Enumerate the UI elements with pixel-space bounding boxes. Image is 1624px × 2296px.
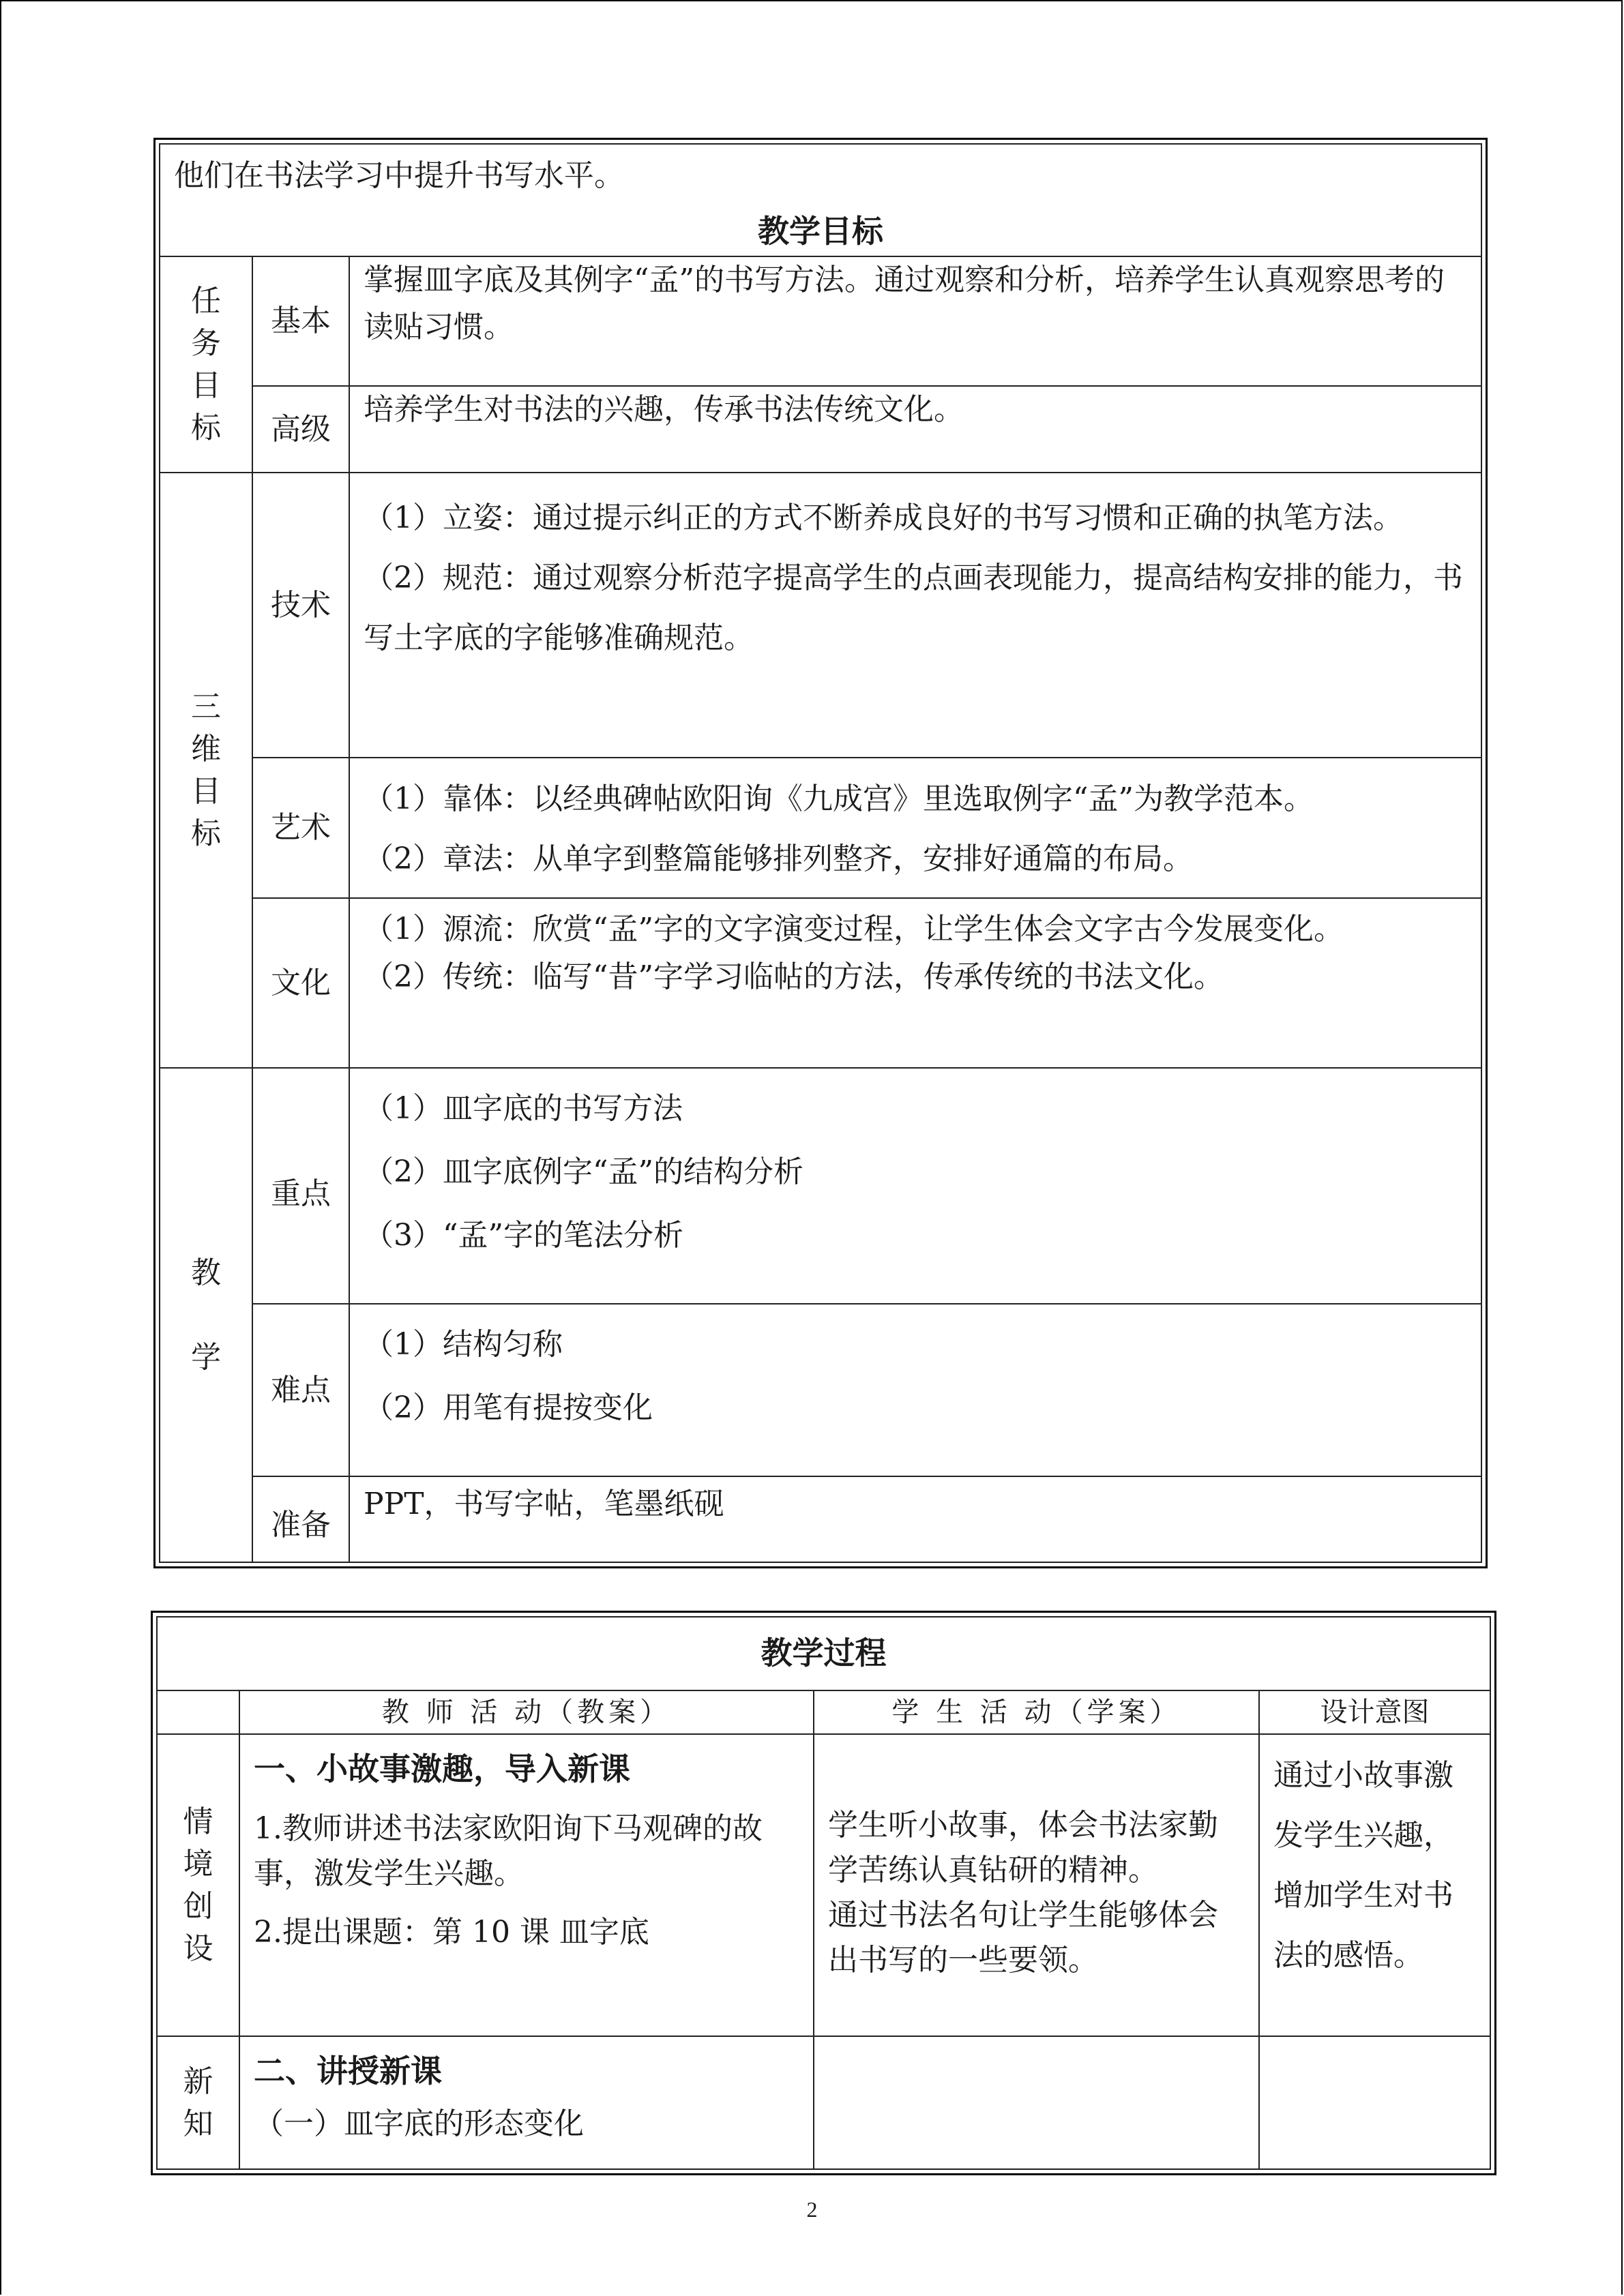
- preparation-text: PPT，书写字帖，笔墨纸砚: [349, 1476, 1481, 1562]
- difficulty: （1）结构匀称: [364, 1327, 563, 1362]
- teacher-line: 1.教师讲述书法家欧阳询下马观碑的故事，激发学生兴趣。: [254, 1811, 763, 1891]
- difficulty: （2）用笔有提按变化: [364, 1390, 653, 1426]
- teaching-goals-table: [159, 143, 1482, 1563]
- difficulties-label: 难点: [252, 1304, 349, 1476]
- art-line: （2）章法：从单字到整篇能够排列整齐，安排好通篇的布局。: [364, 841, 1193, 877]
- student-line: 通过书法名句让学生能够体会出书写的一些要领。: [828, 1898, 1218, 1978]
- col-intent-header: 设计意图: [1259, 1690, 1490, 1734]
- col-student-header: 学 生 活 动（学案）: [814, 1690, 1259, 1734]
- task-goals-label: 任 务 目 标: [160, 256, 252, 473]
- section-title: 一、小故事激趣，导入新课: [254, 1750, 630, 1787]
- design-intent-cell: [1259, 2036, 1490, 2169]
- teacher-activity-cell: [239, 1734, 814, 2036]
- difficulties-cell: [349, 1304, 1481, 1476]
- technique-cell: [349, 473, 1481, 758]
- stage-label-new-knowledge: 新 知: [157, 2036, 239, 2169]
- art-line: （1）靠体：以经典碑帖欧阳询《九成宫》里选取例字“孟”为教学范本。: [364, 781, 1314, 817]
- student-activity-cell: [814, 1734, 1259, 2036]
- technique-label: 技术: [252, 473, 349, 758]
- basic-text: 掌握皿字底及其例字“孟”的书写方法。通过观察和分析，培养学生认真观察思考的读贴习惯。: [349, 256, 1481, 386]
- student-activity-cell: [814, 2036, 1259, 2169]
- process-heading: 教学过程: [157, 1617, 1490, 1690]
- stage-label-scenario: 情 境 创 设: [157, 1734, 239, 2036]
- key-points-label: 重点: [252, 1068, 349, 1304]
- teacher-activity-cell: [239, 2036, 814, 2169]
- basic-label: 基本: [252, 256, 349, 386]
- technique-line: （1）立姿：通过提示纠正的方式不断养成良好的书写习惯和正确的执笔方法。: [364, 501, 1403, 536]
- section-title: 二、讲授新课: [254, 2053, 442, 2089]
- preparation-label: 准备: [252, 1476, 349, 1562]
- culture-cell: [349, 898, 1481, 1068]
- teaching-label: 教 学: [160, 1068, 252, 1562]
- design-intent-cell: 通过小故事激发学生兴趣，增加学生对书法的感悟。: [1259, 1734, 1490, 2036]
- advanced-label: 高级: [252, 386, 349, 473]
- advanced-text: 培养学生对书法的兴趣，传承书法传统文化。: [349, 386, 1481, 473]
- art-cell: [349, 758, 1481, 898]
- key-point: （1）皿字底的书写方法: [364, 1091, 683, 1127]
- key-points-cell: [349, 1068, 1481, 1304]
- technique-line: （2）规范：通过观察分析范字提高学生的点画表现能力，提高结构安排的能力，书写土字底的字能够准确规范。: [364, 561, 1463, 656]
- culture-line: （2）传统：临写“昔”字学习临帖的方法，传承传统的书法文化。: [364, 959, 1224, 995]
- three-dim-goals-label: 三 维 目 标: [160, 473, 252, 1068]
- col-teacher-header: 教 师 活 动（教案）: [239, 1690, 814, 1734]
- page-number: 2: [806, 2197, 818, 2222]
- key-point: （3）“孟”字的笔法分析: [364, 1218, 683, 1253]
- teaching-process-table: [156, 1616, 1491, 2170]
- teacher-line: （一）皿字底的形态变化: [254, 2106, 584, 2141]
- student-line: 学生听小故事，体会书法家勤学苦练认真钻研的精神。: [828, 1808, 1218, 1888]
- teacher-line: 2.提出课题：第 10 课 皿字底: [254, 1915, 649, 1950]
- continued-text: 他们在书法学习中提升书写水平。: [160, 144, 1481, 207]
- culture-label: 文化: [252, 898, 349, 1068]
- header-empty-cell: [157, 1690, 239, 1734]
- culture-line: （1）源流：欣赏“孟”字的文字演变过程，让学生体会文字古今发展变化。: [364, 912, 1344, 947]
- goals-heading: 教学目标: [160, 207, 1481, 256]
- art-label: 艺术: [252, 758, 349, 898]
- key-point: （2）皿字底例字“孟”的结构分析: [364, 1154, 803, 1190]
